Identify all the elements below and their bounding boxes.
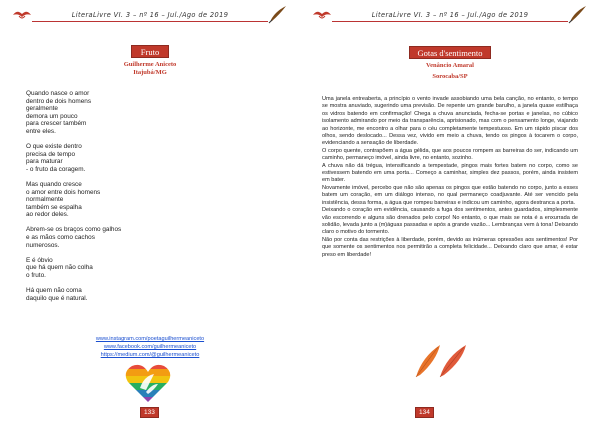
- author-name: Venâncio Amaral: [426, 62, 474, 69]
- prose-paragraph: Uma janela entreaberta, a princípio o vento invade assobiando uma bela canção, no entanto, o tempo se mostra anuviado, sugerindo uma previsão. De repente um grande barulho, a janela quase estilhaça os vidros batendo em confirmação! Chega a chuva anunciada, fecha-se portas e janelas, no cúbico isolamento admirando por meio da transparência, aprisionado, mas com o pensamento longe, viajando ao horizonte, me encontro a olhar para o céu completamente tempestuoso. Em um rápido piscar dos olhos, sendo deslocado... Dessa vez, vivido em meio a chuva, tendo os pingos à tocarem o corpo, evidenciando a sensação de liberdade.: [322, 96, 578, 147]
- article-title: Fruto: [131, 45, 169, 58]
- poem-line: numerosos.: [26, 241, 60, 249]
- poem-line: Há quem não coma: [26, 286, 82, 294]
- prose-body: [322, 96, 578, 259]
- poem-line: - o fruto da coragem.: [26, 165, 86, 173]
- page-right: [300, 0, 600, 424]
- poem-line: Quando nasce o amor: [26, 90, 90, 97]
- poem-stanza: [26, 257, 176, 280]
- poem-line: E é óbvio: [26, 256, 53, 264]
- poem-line: entre eles.: [26, 127, 56, 135]
- prose-paragraph: Não por conta das restrições à liberdade, porém, devido as inúmeras opressões aos sentimentos! Por que somente os sentimentos nos permitirão a completa felicidade... Deixando claro que amar, é estar preso em liberdade!: [322, 236, 578, 258]
- poem-stanza: [26, 90, 176, 136]
- poem-line: o amor entre dois homens: [26, 188, 101, 196]
- poem-line: Abrem-se os braços como galhos: [26, 226, 122, 234]
- quill-pen-icon: [266, 4, 288, 24]
- feathers-icon: [412, 339, 472, 379]
- poem-line: dentro de dois homens: [26, 97, 92, 105]
- social-links: [0, 335, 300, 359]
- page-number: 134: [415, 407, 434, 418]
- poem-line: para crescer também: [26, 120, 87, 128]
- poem-stanza: [26, 226, 176, 249]
- rainbow-heart-logo-icon: [124, 362, 172, 404]
- article-title: Gotas d'sentimento: [409, 46, 491, 59]
- poem-line: daquilo que é natural.: [26, 294, 88, 302]
- header-rule: [332, 21, 568, 22]
- poem-line: para maturar: [26, 158, 63, 166]
- poem-stanza: [26, 143, 176, 173]
- author-location: Itajubá/MG: [133, 69, 167, 76]
- poem-line: o fruto.: [26, 271, 46, 279]
- prose-paragraph: O corpo quente, contrapõem a água gélida, que aos poucos rompem as barreiras do ser, indicando um caminho, permaneço imóvel, ainda livre, no entanto, sozinho.: [322, 147, 578, 162]
- prose-paragraph: A chuva não dá trégua, intensificando a tempestade, pingos mais fortes batem no corpo, como se estivessem batendo em uma porta... Começo a caminhar, simples dez passos, porém, ainda insistem em bater.: [322, 162, 578, 184]
- poem-body: [26, 90, 176, 310]
- poem-line: Mas quando cresce: [26, 180, 82, 188]
- poem-line: normalmente: [26, 196, 64, 204]
- poem-line: também se espalha: [26, 203, 82, 211]
- poem-line: ao redor deles.: [26, 211, 69, 219]
- running-title: LiteraLivre VI. 3 – nº 16 – Jul./Ago de 2019: [71, 11, 229, 19]
- instagram-link[interactable]: www.instagram.com/poetaguilhermeaniceto: [95, 336, 205, 342]
- running-header: [312, 4, 588, 26]
- page-number: 133: [140, 407, 159, 418]
- author-name: Guilherme Aniceto: [123, 61, 177, 68]
- author-location: Sorocaba/SP: [432, 73, 468, 80]
- poem-line: que há quem não colha: [26, 264, 93, 272]
- poem-line: O que existe dentro: [26, 143, 82, 151]
- medium-link[interactable]: https://medium.com/@guilhermeaniceto: [100, 352, 200, 358]
- poem-line: demora um pouco: [26, 112, 78, 120]
- facebook-link[interactable]: www.facebook.com/guilhermeaniceto: [103, 344, 197, 350]
- poem-line: e as mãos como cachos: [26, 234, 95, 241]
- running-title: LiteraLivre VI. 3 – nº 16 – Jul./Ago de 2019: [371, 11, 529, 19]
- poem-line: geralmente: [26, 105, 58, 113]
- prose-paragraph: Deixando o coração em evidência, causando a fuga dos sentimentos, antes guardados, simplesmente vão escorrendo e alguns são drenados pelo corpo! No entanto, o que mais se nota é a enxurrada de solidão, levada junto a (m)águas passadas e após a grande vazão... Lembranças vem à tona! Deixando claro o motivo do tormento.: [322, 207, 578, 236]
- poem-stanza: [26, 181, 176, 219]
- poem-line: precisa de tempo: [26, 150, 76, 158]
- running-header: [12, 4, 288, 26]
- quill-pen-icon: [566, 4, 588, 24]
- poem-stanza: [26, 287, 176, 302]
- header-rule: [32, 21, 268, 22]
- prose-paragraph: Novamente imóvel, percebo que não são apenas os pingos que estão batendo no corpo, junto a esses batem um coração, em um diálogo intenso, no qual permaneço coadjuvante. Até ser vencido pela insistência, dessa forma, a água que rompeu barreiras e indicou um caminho, agora destranca a porta.: [322, 184, 578, 206]
